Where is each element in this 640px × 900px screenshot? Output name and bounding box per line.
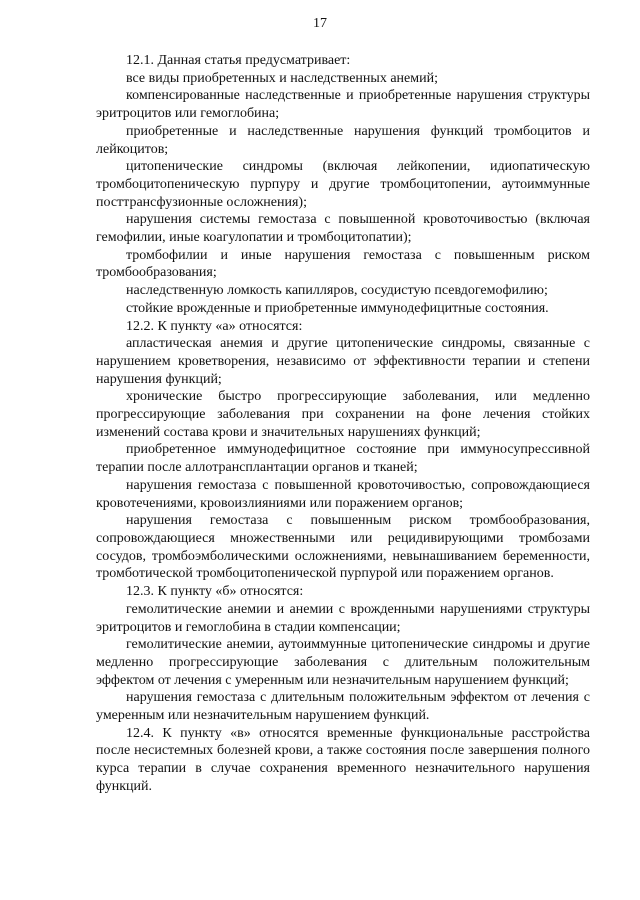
list-item: компенсированные наследственные и приобретенные нарушения структуры эритроцитов или гемоглобина; — [96, 88, 590, 122]
list-item: цитопенические синдромы (включая лейкопении, идиопатическую тромбоцитопеническую пурпуру и другие тромбоцитопении, аутоиммунные посттрансфузионные осложнения); — [96, 159, 590, 210]
list-item: нарушения системы гемостаза с повышенной кровоточивостью (включая гемофилии, иные коагулопатии и тромбоцитопатии); — [96, 212, 590, 246]
list-item: все виды приобретенных и наследственных анемий; — [126, 70, 438, 86]
list-item: апластическая анемия и другие цитопенические синдромы, связанные с нарушением кроветворения, независимо от эффективности терапии и степени нарушения функций; — [96, 336, 590, 387]
list-item: наследственную ломкость капилляров, сосудистую псевдогемофилию; — [126, 283, 548, 299]
document-body — [96, 52, 590, 796]
list-item: стойкие врожденные и приобретенные иммунодефицитные состояния. — [126, 300, 549, 316]
list-item: нарушения гемостаза с длительным положительным эффектом от лечения с умеренным или незначительным нарушением функций. — [96, 690, 590, 724]
paragraph-12-3-intro: 12.3. К пункту «б» относятся: — [126, 584, 304, 600]
paragraph-12-1-intro: 12.1. Данная статья предусматривает: — [126, 53, 351, 68]
list-item: приобретенное иммунодефицитное состояние при иммуносупрессивной терапии после аллотрансплантации органов и тканей; — [96, 442, 590, 476]
page-number: 17 — [313, 16, 327, 31]
paragraph-12-4: 12.4. К пункту «в» относятся временные функциональные расстройства после несистемных болезней крови, а также состояния после завершения полного курса терапии в случае сохранения временного незначительного нарушения функций. — [96, 725, 590, 794]
paragraph-12-2-intro: 12.2. К пункту «а» относятся: — [126, 318, 303, 334]
list-item: тромбофилии и иные нарушения гемостаза с повышенным риском тромбообразования; — [96, 247, 590, 281]
list-item: нарушения гемостаза с повышенным риском тромбообразования, сопровождающиеся множественными или рецидивирующими тромбозами сосудов, тромбоэмболическими осложнениями, невынашиванием беременности, тромботической тромбоцитопенической пурпурой или поражением органов. — [96, 513, 590, 582]
list-item: гемолитические анемии, аутоиммунные цитопенические синдромы и другие медленно прогрессирующие заболевания с длительным положительным эффектом от лечения с умеренным или незначительным нарушением функций; — [96, 637, 590, 688]
list-item: приобретенные и наследственные нарушения функций тромбоцитов и лейкоцитов; — [96, 123, 590, 157]
list-item: гемолитические анемии и анемии с врожденными нарушениями структуры эритроцитов и гемоглобина в стадии компенсации; — [96, 601, 590, 635]
list-item: хронические быстро прогрессирующие заболевания, или медленно прогрессирующие заболевания при сохранении на фоне лечения стойких изменений состава крови и значительных нарушениях функций; — [96, 389, 590, 440]
list-item: нарушения гемостаза с повышенной кровоточивостью, сопровождающиеся кровотечениями, кровоизлияниями или поражением органов; — [96, 477, 590, 511]
